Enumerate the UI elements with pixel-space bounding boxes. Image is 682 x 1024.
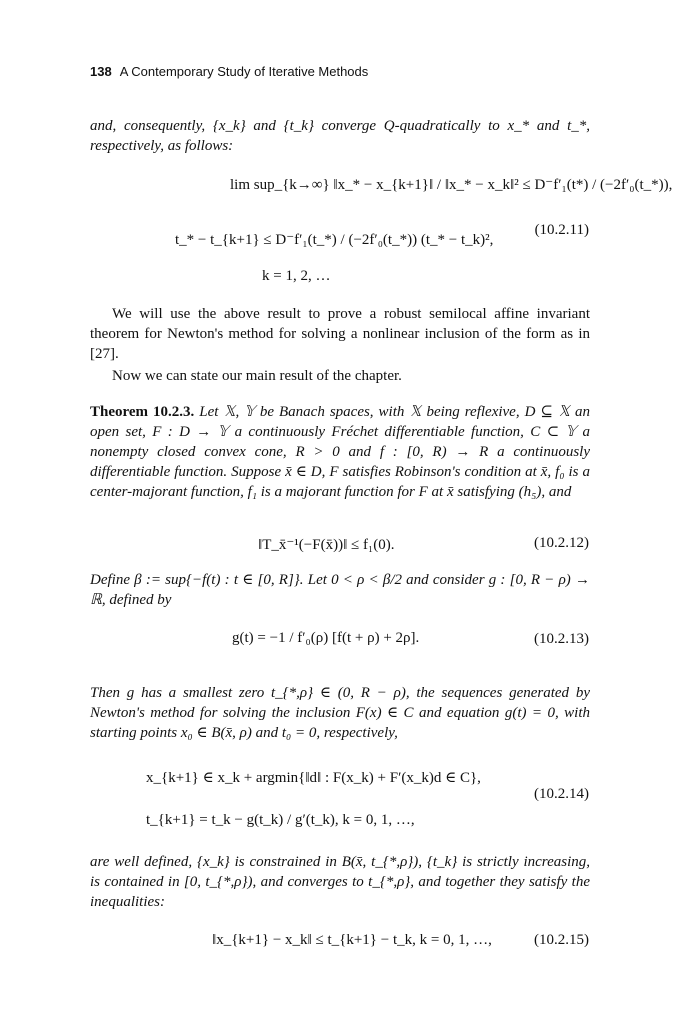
eq-10-2-11-line1: lim sup_{k→∞} ‖x_* − x_{k+1}‖ / ‖x_* − x_k‖² ≤ D⁻f′₁(t*) / (−2f′₀(t_*)),: [230, 177, 673, 193]
eq-10-2-14-line2: t_{k+1} = t_k − g(t_k) / g′(t_k), k = 0, 1, …,: [146, 812, 415, 828]
running-title: A Contemporary Study of Iterative Methods: [119, 64, 369, 79]
equation-label: (10.2.13): [534, 631, 589, 647]
equation-label: (10.2.11): [534, 222, 589, 238]
eq-10-2-12: ‖T_x̄⁻¹(−F(x̄))‖ ≤ f₁(0).: [258, 537, 395, 553]
eq-10-2-13: g(t) = −1 / f′₀(ρ) [f(t + ρ) + 2ρ].: [232, 630, 420, 646]
eq-10-2-11-line3: k = 1, 2, …: [262, 268, 331, 284]
theorem-block: [90, 402, 590, 502]
theorem-title: Theorem 10.2.3.: [90, 404, 195, 420]
well-defined-paragraph: are well defined, {x_k} is constrained in B(x̄, t_{*,ρ}), {t_k} is strictly increasing, is contained in [0, t_{*,ρ}), and converges to t_{*,ρ}, and together they satisfy the inequalities:: [90, 854, 590, 910]
theorem-text: Let 𝕏, 𝕐 be Banach spaces, with 𝕏 being reflexive, D ⊆ 𝕏 an open set, F : D → 𝕐 a continuously Fréchet differentiable function, C ⊂ 𝕐 a nonempty closed convex cone, R > 0 and f : [0, R) → R a continuously differentiable function. Suppose x̄ ∈ D, F satisfies Robinson's condition at x̄, f₀ is a center-majorant function, f₁ is a majorant function for F at x̄ satisfying (h₅), and: [90, 404, 591, 500]
page-number: 138: [90, 64, 112, 79]
equation-label: (10.2.14): [534, 786, 589, 802]
intro-paragraph: and, consequently, {x_k} and {t_k} converge Q-quadratically to x_* and t_*, respectively, as follows:: [90, 118, 590, 154]
conclusion-paragraph: Then g has a smallest zero t_{*,ρ} ∈ (0, R − ρ), the sequences generated by Newton's method for solving the inclusion F(x) ∈ C and equation g(t) = 0, with starting points x₀ ∈ B(x̄, ρ) and t₀ = 0, respectively,: [90, 685, 590, 741]
paragraph-robust-theorem: We will use the above result to prove a robust semilocal affine invariant theorem for Newton's method for solving a nonlinear inclusion of the form as in [27].: [90, 306, 590, 362]
define-paragraph: Define β := sup{−f(t) : t ∈ [0, R]}. Let 0 < ρ < β/2 and consider g : [0, R − ρ) → ℝ, defined by: [90, 572, 590, 608]
running-header: [90, 64, 368, 79]
equation-label: (10.2.15): [534, 932, 589, 948]
equation-label: (10.2.12): [534, 535, 589, 551]
paragraph-main-result: Now we can state our main result of the chapter.: [112, 368, 402, 384]
eq-10-2-15: ‖x_{k+1} − x_k‖ ≤ t_{k+1} − t_k, k = 0, 1, …,: [212, 932, 492, 948]
eq-10-2-14-line1: x_{k+1} ∈ x_k + argmin{‖d‖ : F(x_k) + F′(x_k)d ∈ C},: [146, 770, 481, 786]
eq-10-2-11-line2: t_* − t_{k+1} ≤ D⁻f′₁(t_*) / (−2f′₀(t_*)) (t_* − t_k)²,: [175, 232, 494, 248]
